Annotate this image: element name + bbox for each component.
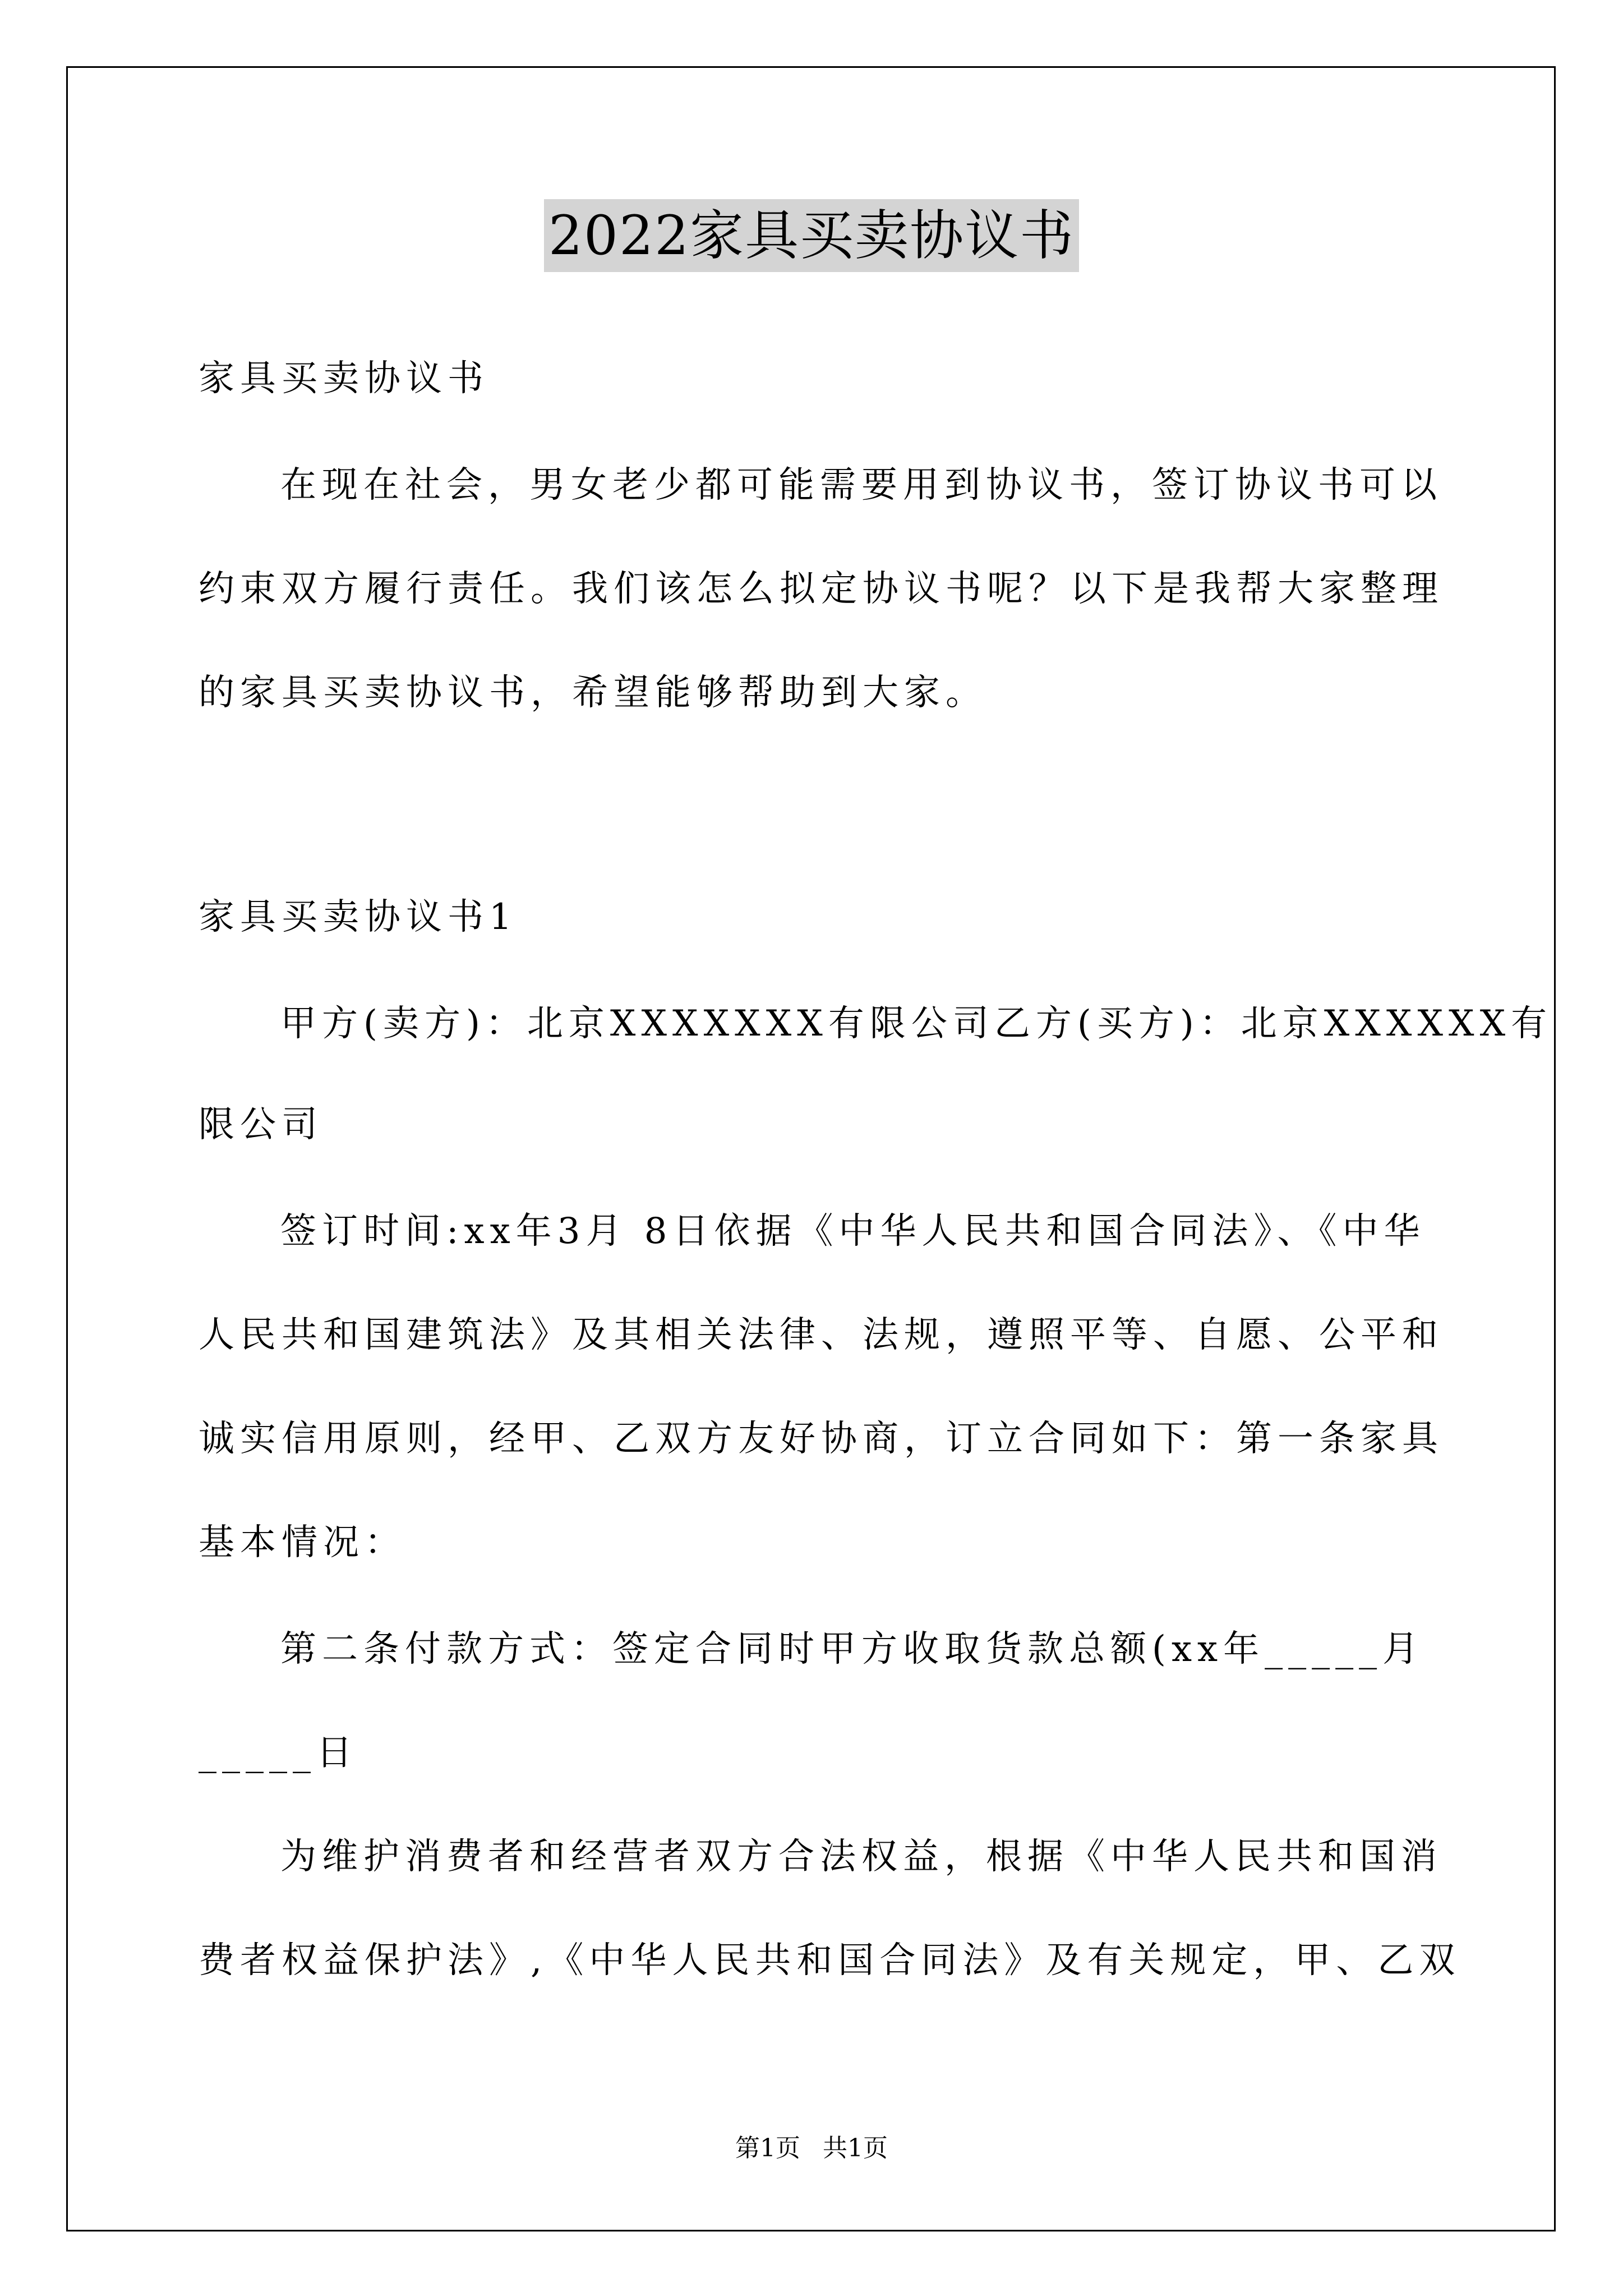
parties-line: 限公司	[199, 1104, 323, 1145]
intro-paragraph-line: 的家具买卖协议书，希望能够帮助到大家。	[199, 672, 987, 714]
page-total: 共1页	[823, 2134, 888, 2162]
intro-paragraph-line: 在现在社会，男女老少都可能需要用到协议书，签订协议书可以	[280, 464, 1442, 506]
parties-line: 甲方(卖方)：北京XXXXXXX有限公司乙方(买方)：北京XXXXXX有	[280, 1003, 1553, 1045]
consumer-paragraph-line: 为维护消费者和经营者双方合法权益，根据《中华人民共和国消	[280, 1836, 1442, 1878]
consumer-paragraph-line: 费者权益保护法》,《中华人民共和国合同法》及有关规定，甲、乙双	[199, 1940, 1461, 1981]
signing-paragraph-line: 人民共和国建筑法》及其相关法律、法规，遵照平等、自愿、公平和	[199, 1314, 1444, 1356]
intro-paragraph-line: 约束双方履行责任。我们该怎么拟定协议书呢？以下是我帮大家整理	[199, 568, 1444, 610]
intro-heading: 家具买卖协议书	[199, 358, 489, 399]
document-title: 2022家具买卖协议书	[544, 199, 1079, 272]
payment-paragraph-line: _____日	[199, 1732, 358, 1774]
signing-paragraph-line: 签订时间:xx年3月 8日依据《中华人民共和国合同法》、《中华	[280, 1211, 1426, 1252]
payment-paragraph-line: 第二条付款方式：签定合同时甲方收取货款总额(xx年_____月	[280, 1628, 1424, 1670]
signing-paragraph-line: 诚实信用原则，经甲、乙双方友好协商，订立合同如下：第一条家具	[199, 1418, 1444, 1460]
page-number: 第1页	[735, 2134, 800, 2162]
signing-paragraph-line: 基本情况：	[199, 1522, 406, 1563]
title-container	[0, 199, 1623, 272]
page-footer	[0, 2132, 1623, 2165]
section-heading: 家具买卖协议书1	[199, 896, 518, 938]
